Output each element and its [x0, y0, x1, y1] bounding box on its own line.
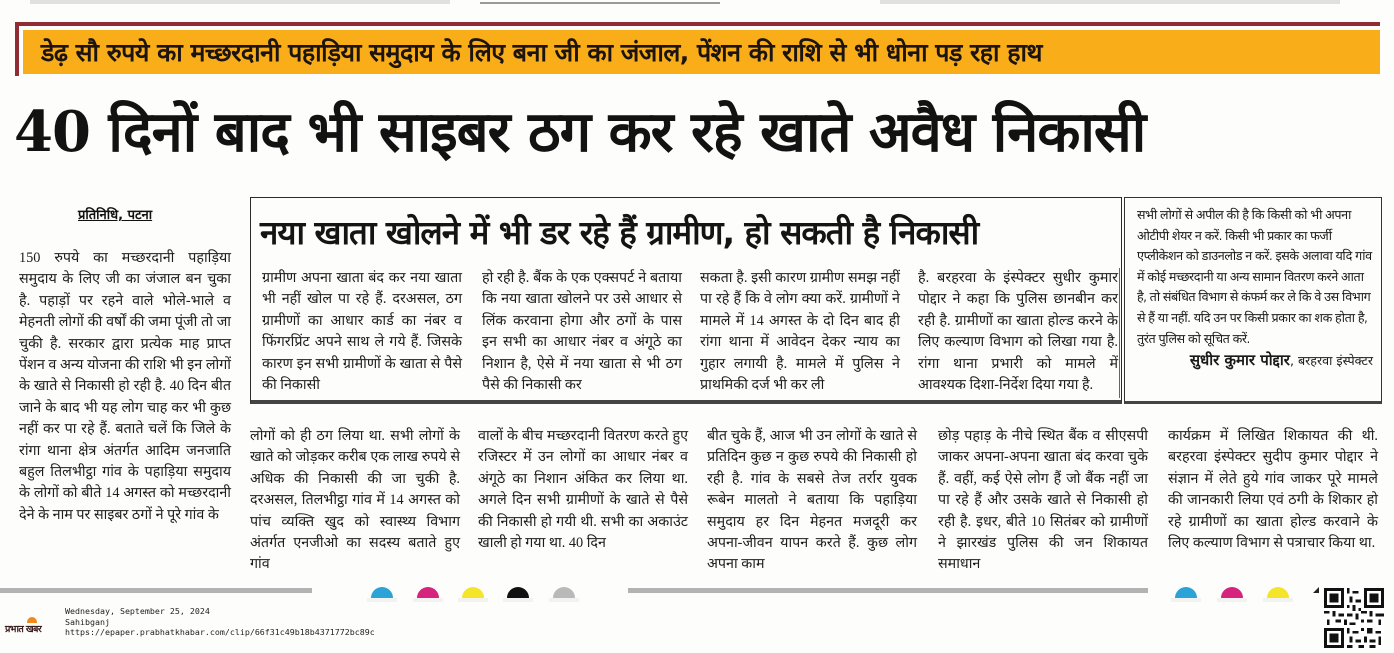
cropped-rule [480, 2, 720, 4]
yellow-registration-mark-icon [462, 587, 484, 598]
cropped-text-line [30, 0, 450, 4]
gray-registration-mark-icon [553, 587, 575, 598]
top-cropped-strip [0, 0, 1394, 10]
article-left-column: 150 रुपये का मच्छरदानी पहाड़िया समुदाय के लिए जी का जंजाल बन चुका है. पहाड़ों पर रहने वाले भोले-भाले व मेहनती लोगों की वर्षों की जमा पूंजी तो जा चुकी है. सरकार द्वारा प्रत्येक माह प्राप्त पेंशन व अन्य योजना की राशि भी इन लोगों के खाते से निकासी हो रही है. 40 दिन बीत जाने के बाद भी यह लोग चाह कर भी कुछ नहीं कर पा रहे हैं. बताते चलें कि जिले के रांगा थाना क्षेत्र अंतर्गत आदिम जनजाति बहुल तिलभीट्ठा गांव के पहाड़िया समुदाय के लोगों को बीते 14 अगस्त को मच्छरदानी देने के नाम पर साइबर ठगों ने पूरे गांव के [19, 250, 231, 523]
logo-text: प्रभात खबर [5, 624, 42, 635]
column-divider [1119, 268, 1120, 398]
clip-metadata [65, 606, 375, 638]
article-column-3: वालों के बीच मच्छरदानी वितरण करते हुए रजिस्टर में उन लोगों का आधार नंबर व अंगूठे का निशान अंकित कर लिया था. अगले दिन सभी ग्रामीणों के खाते से पैसे की निकासी हो गयी थी. सभी का अकाउंट खाली हो गया था. 40 दिन [478, 428, 688, 552]
quote-author: सुधीर कुमार पोद्दार [1189, 351, 1290, 370]
prabhat-khabar-logo [5, 617, 57, 637]
cropped-text-line [880, 0, 1340, 4]
kicker-banner [23, 30, 1380, 74]
magenta-registration-mark-icon [1221, 587, 1243, 598]
quote-box [1124, 197, 1382, 404]
byline: प्रतिनिधि, पटना [78, 208, 153, 223]
quote-attribution [1137, 350, 1373, 370]
yellow-registration-mark-icon [1267, 587, 1289, 598]
headline-text: 40 दिनों बाद भी साइबर ठग कर रहे खाते अवैध निकासी [14, 99, 1146, 165]
qr-code-icon[interactable] [1324, 588, 1384, 648]
quote-text: सभी लोगों से अपील की है कि किसी को भी अपना ओटीपी शेयर न करें. किसी भी प्रकार का फर्जी एप्लीकेशन को डाउनलोड न करें. इसके अलावा यदि गांव में कोई मच्छरदानी या अन्य सामान वितरण करने आता है, तो संबंधित विभाग से कंफर्म कर ले कि वे उस विभाग से हैं या नहीं. यदि उन पर किसी प्रकार का शक होता है, तुरंत पुलिस को सूचित करें. [1137, 207, 1372, 346]
black-registration-mark-icon [507, 587, 529, 598]
sub-story-column-3: सकता है. इसी कारण ग्रामीण समझ नहीं पा रहे हैं कि वे लोग क्या करें. ग्रामीणों ने मामले में 14 अगस्त के दो दिन बाद ही रांगा थाना में आवेदन देकर न्याय का गुहार लगायी है. मामले में पुलिस ने प्राथमिकी दर्ज भी कर ली [700, 270, 900, 394]
clip-date: Wednesday, September 25, 2024 [65, 606, 210, 616]
sub-story-column-1: ग्रामीण अपना खाता बंद कर नया खाता भी नहीं खोल पा रहे हैं. दरअसल, ठग ग्रामीणों का आधार कार्ड का नंबर व फिंगरप्रिंट अपने साथ ले गये हैं. जिसके कारण इन सभी ग्रामीणों के खाता से पैसे की निकासी [262, 270, 462, 394]
sub-story-column-4: है. बरहरवा के इंस्पेक्टर सुधीर कुमार पोद्दार ने कहा कि पुलिस छानबीन कर रही है. ग्रामीणों का खाता होल्ड करने के लिए कल्याण विभाग को लिखा गया है. रांगा थाना प्रभारी को मामले में आवश्यक दिशा-निर्देश दिया गया है. [918, 270, 1118, 394]
clip-edition: Sahibganj [65, 616, 110, 627]
kicker-text: डेढ़ सौ रुपये का मच्छरदानी पहाड़िया समुदाय के लिए बना जी का जंजाल, पेंशन की राशि से भी धोना पड़ रहा हाथ [41, 38, 1042, 67]
clip-url[interactable]: https://epaper.prabhatkhabar.com/clip/66f31c49b18b4371772bc89c [65, 627, 375, 638]
article-column-5: छोड़ पहाड़ के नीचे स्थित बैंक व सीएसपी जाकर अपना-अपना खाता बंद करवा चुके हैं. वहीं, कई ऐसे लोग हैं जो बैंक नहीं जा पा रहे हैं और उसके खाते से निकासी हो रही है. इधर, बीते 10 सितंबर को ग्रामीणों ने झारखंड पुलिस की जन शिकायत समाधान [938, 428, 1148, 573]
article-column-2: लोगों को ही ठग लिया था. सभी लोगों के खाते को जोड़कर करीब एक लाख रुपये से अधिक की निकासी की जा चुकी है. दरअसल, तिलभीट्ठा गांव में 14 अगस्त को पांच व्यक्ति खुद को स्वास्थ्य विभाग अंतर्गत एनजीओ का सदस्य बताते हुए गांव [250, 428, 460, 573]
main-headline [14, 80, 1384, 180]
cyan-registration-mark-icon [1175, 587, 1197, 598]
sub-story-column-2: हो रही है. बैंक के एक एक्सपर्ट ने बताया कि नया खाता खोलने पर उसे आधार से लिंक करवाना होगा और ठगों के पास इन सभी का आधार नंबर व अंगूठे का निशान है, ऐसे में नया खाता से भी ठग पैसे की निकासी कर [482, 270, 682, 394]
sub-headline-text: नया खाता खोलने में भी डर रहे हैं ग्रामीण, हो सकती है निकासी [260, 212, 979, 252]
article-column-6: कार्यक्रम में लिखित शिकायत की थी. बरहरवा इंस्पेक्टर सुदीप कुमार पोद्दार ने संज्ञान में लेते हुये गांव जाकर पूरे मामले की जानकारी लिया एवं ठगी के शिकार हो रहे ग्रामीणों का खाता होल्ड करवाने के लिए कल्याण विभाग से पत्राचार किया था. [1168, 428, 1378, 552]
sub-story-headline [260, 204, 1110, 258]
quote-separator: , [1289, 353, 1298, 369]
article-column-4: बीत चुके हैं, आज भी उन लोगों के खाते से प्रतिदिन कुछ न कुछ रुपये की निकासी हो रही है. गांव के सबसे तेज तर्रार युवक रूबेन मालतो ने बताया कि पहाड़िया समुदाय हर दिन मेहनत मजदूरी कर अपना-जीवन यापन करते हैं. कुछ लोग अपना काम [707, 428, 917, 573]
cyan-registration-mark-icon [371, 587, 393, 598]
print-bar [0, 588, 312, 593]
magenta-registration-mark-icon [417, 587, 439, 598]
quote-role: बरहरवा इंस्पेक्टर [1297, 353, 1373, 369]
fold-corner-icon [1313, 587, 1319, 593]
print-bar [628, 588, 1148, 593]
